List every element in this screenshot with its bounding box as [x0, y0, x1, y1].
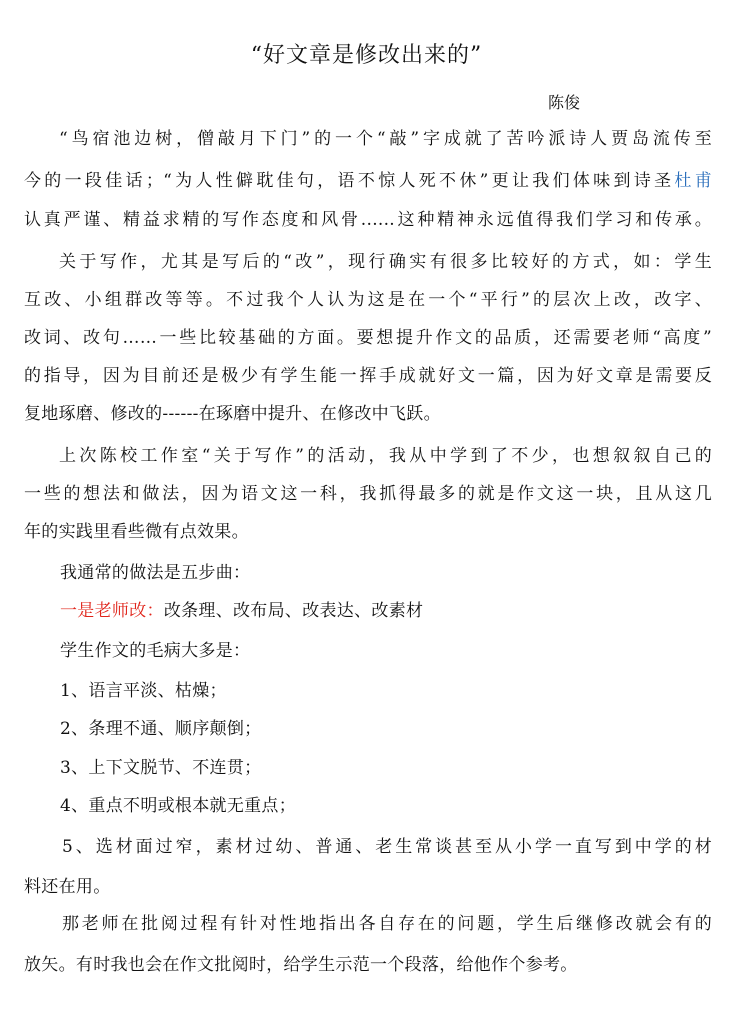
five-steps-intro: 我通常的做法是五步曲： [60, 563, 251, 583]
paragraph-3-line-3: 年的实践里看些微有点效果。 [24, 522, 249, 542]
problem-item-4: 4、重点不明或根本就无重点； [60, 796, 297, 816]
paragraph-1-line-2 [24, 170, 712, 192]
paragraph-2-line-4: 的指导，因为目前还是极少有学生能一挥手成就好文一篇，因为好文章是需要反 [24, 366, 712, 386]
paragraph-1-line-3: 认真严谨、精益求精的写作态度和风骨......这种精神永远值得我们学习和传承。 [24, 210, 712, 230]
problems-intro: 学生作文的毛病大多是： [60, 641, 251, 661]
paragraph-3-line-1: 上次陈校工作室“关于写作”的活动，我从中学到了不少，也想叙叙自己的 [59, 446, 712, 466]
paragraph-2-line-3: 改词、改句……一些比较基础的方面。要想提升作文的品质，还需要老师“高度” [24, 328, 712, 348]
last-paragraph-line-2: 放矢。有时我也会在作文批阅时，给学生示范一个段落，给他作个参考。 [24, 955, 578, 975]
highlight-du-fu: 杜甫 [674, 171, 712, 191]
paragraph-2-line-2: 互改、小组群改等等。不过我个人认为这是在一个“平行”的层次上改，改字、 [24, 290, 712, 310]
problem-item-3: 3、上下文脱节、不连贯； [60, 758, 262, 778]
paragraph-2-line-5: 复地琢磨、修改的------在琢磨中提升、在修改中飞跃。 [24, 404, 441, 424]
paragraph-3-line-2: 一些的想法和做法，因为语文这一科，我抓得最多的就是作文这一块，且从这几 [24, 484, 712, 504]
paragraph-1-line-2-text: 今的一段佳话；“为人性僻耽佳句，语不惊人死不休”更让我们体味到诗圣 [24, 171, 675, 191]
page-title: “好文章是修改出来的” [250, 43, 483, 68]
paragraph-1-line-1: “鸟宿池边树，僧敲月下门”的一个“敲”字成就了苦吟派诗人贾岛流传至 [59, 129, 712, 149]
step-1-label: 一是老师改： [60, 601, 164, 621]
problem-item-2: 2、条理不通、顺序颠倒； [60, 719, 262, 739]
problem-item-1: 1、语言平淡、枯燥； [60, 681, 227, 701]
problem-item-5-line-1: 5、选材面过窄，素材过幼、普通、老生常谈甚至从小学一直写到中学的材 [62, 837, 712, 857]
step-1-text: 改条理、改布局、改表达、改素材 [163, 601, 424, 621]
paragraph-2-line-1: 关于写作，尤其是写后的“改”，现行确实有很多比较好的方式，如：学生 [59, 252, 712, 272]
last-paragraph-line-1: 那老师在批阅过程有针对性地指出各自存在的问题，学生后继修改就会有的 [62, 914, 712, 934]
problem-item-5-line-2: 料还在用。 [24, 877, 111, 897]
step-1 [60, 600, 423, 622]
author-name: 陈俊 [548, 93, 581, 112]
